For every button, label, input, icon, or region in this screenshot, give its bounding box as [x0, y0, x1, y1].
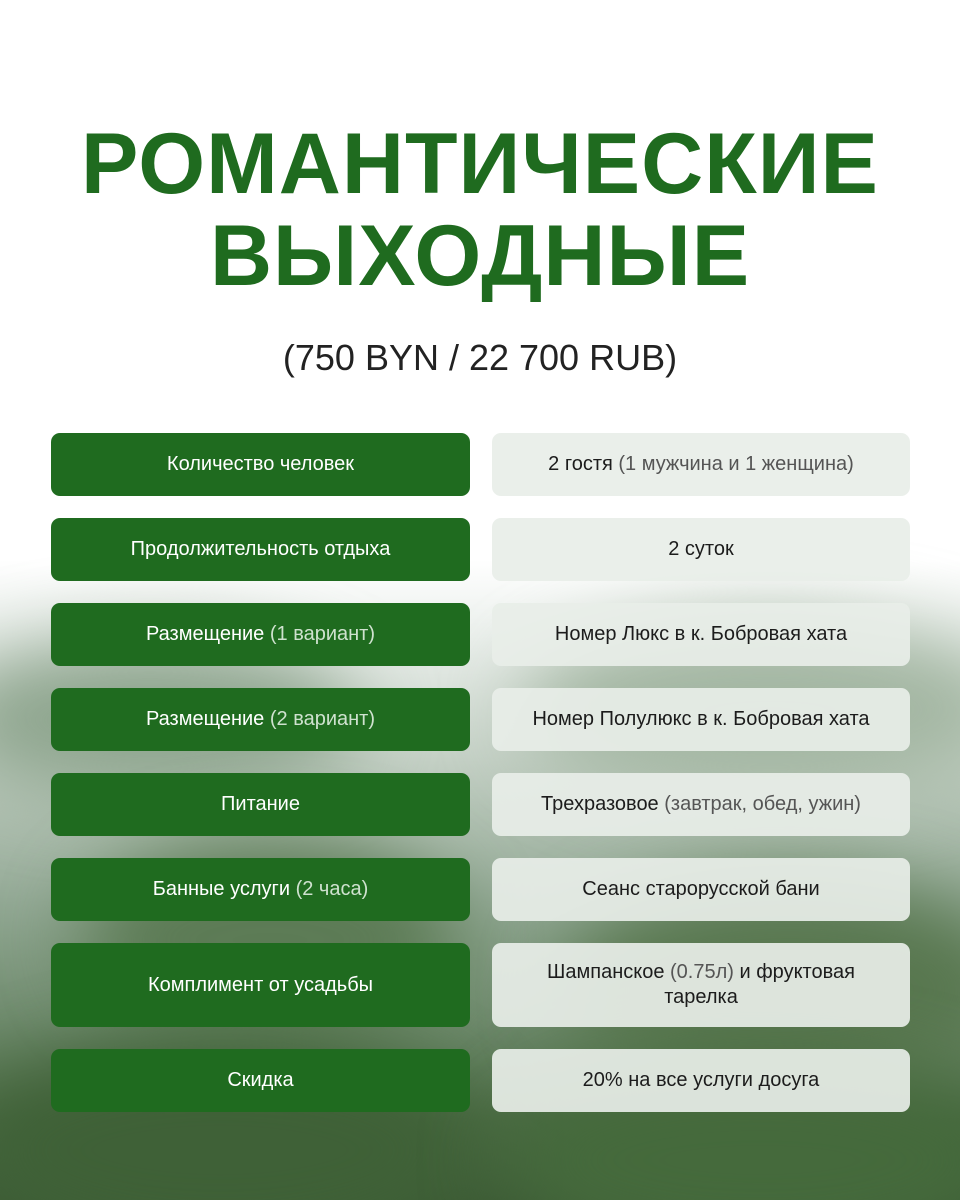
row-value-compliment: Шампанское (0.75л) и фруктовая тарелка [492, 943, 910, 1027]
row-label-meals: Питание [51, 773, 470, 836]
row-label-bath: Банные услуги (2 часа) [51, 858, 470, 921]
table-row [51, 603, 910, 666]
row-value-bath: Сеанс старорусской бани [492, 858, 910, 921]
table-row [51, 1049, 910, 1112]
row-label-room-2: Размещение (2 вариант) [51, 688, 470, 751]
table-row [51, 688, 910, 751]
row-value-discount: 20% на все услуги досуга [492, 1049, 910, 1112]
row-value-duration: 2 суток [492, 518, 910, 581]
offer-table [51, 433, 910, 1134]
table-row [51, 773, 910, 836]
row-label-room-1: Размещение (1 вариант) [51, 603, 470, 666]
row-label-discount: Скидка [51, 1049, 470, 1112]
table-row [51, 943, 910, 1027]
title-line-2: ВЫХОДНЫЕ [209, 208, 751, 304]
table-row [51, 433, 910, 496]
row-value-room-1: Номер Люкс в к. Бобровая хата [492, 603, 910, 666]
page-title [0, 118, 960, 302]
row-label-people: Количество человек [51, 433, 470, 496]
price: (750 BYN / 22 700 RUB) [282, 337, 678, 378]
row-value-meals: Трехразовое (завтрак, обед, ужин) [492, 773, 910, 836]
row-value-people: 2 гостя (1 мужчина и 1 женщина) [492, 433, 910, 496]
row-label-duration: Продолжительность отдыха [51, 518, 470, 581]
row-value-room-2: Номер Полулюкс в к. Бобровая хата [492, 688, 910, 751]
table-row [51, 858, 910, 921]
row-label-compliment: Комплимент от усадьбы [51, 943, 470, 1027]
title-line-1: РОМАНТИЧЕСКИЕ [81, 116, 879, 212]
table-row [51, 518, 910, 581]
